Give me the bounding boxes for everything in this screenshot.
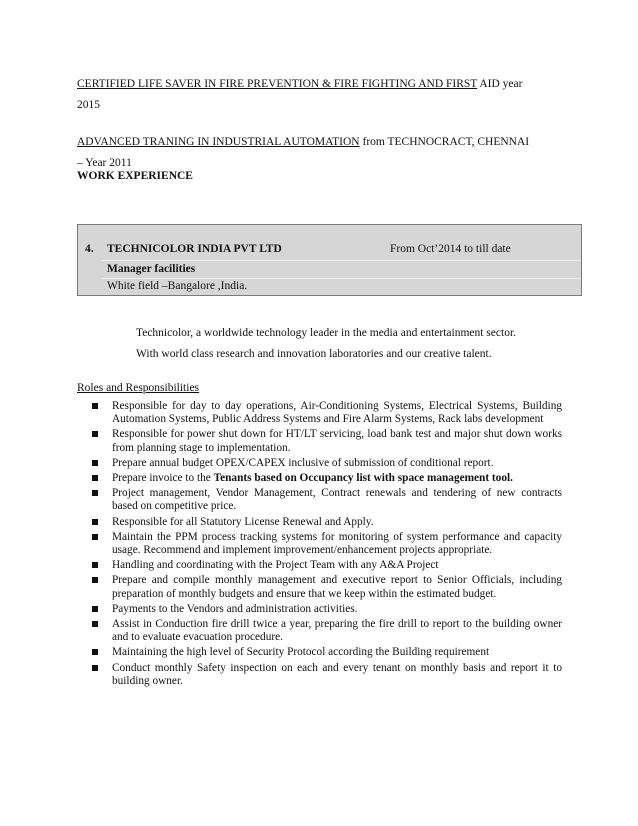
responsibility-item [92, 646, 562, 659]
responsibility-text: Maintain the PPM process tracking systems for monitoring of system performance and capacity usage. Recommend and implement improvement/enhancement projects appropriate. [112, 530, 562, 557]
responsibility-text: Responsible for power shut down for HT/LT servicing, load bank test and major shut down works from planning stage to implementation. [112, 428, 562, 454]
company-description-line: Technicolor, a worldwide technology leader in the media and entertainment sector. [136, 327, 517, 339]
responsibilities-list [92, 400, 562, 690]
responsibility-text: Payments to the Vendors and administration activities. [112, 602, 358, 615]
bullet-icon [92, 577, 98, 583]
bullet-icon [92, 534, 98, 540]
certification-2-rest: from TECHNOCRACT, CHENNAI [359, 136, 530, 148]
responsibility-item [92, 472, 562, 485]
roles-heading: Roles and Responsibilities [77, 382, 200, 394]
work-experience-heading: WORK EXPERIENCE [77, 170, 193, 182]
responsibility-text: Prepare and compile monthly management and executive report to Senior Officials, including preparation of monthly budgets and ensure that we keep within the estimated budget. [112, 574, 562, 600]
bullet-icon [92, 665, 98, 671]
responsibility-item [92, 400, 562, 426]
bullet-icon [92, 460, 98, 466]
bullet-icon [92, 519, 98, 525]
job-number: 4. [85, 243, 94, 255]
responsibility-text: Project management, Vendor Management, Contract renewals and tendering of new contracts based on competitive price. [112, 487, 562, 513]
responsibility-text: Conduct monthly Safety inspection on each and every tenant on monthly basis and report it to building owner. [112, 661, 562, 687]
bullet-icon [92, 621, 98, 627]
table-divider [102, 278, 581, 279]
responsibility-text: Responsible for all Statutory License Renewal and Apply. [112, 515, 374, 528]
certification-2 [77, 136, 529, 148]
responsibility-text: Prepare annual budget OPEX/CAPEX inclusive of submission of conditional report. [112, 456, 494, 469]
responsibility-item [92, 559, 562, 572]
certification-1-rest: AID year [477, 78, 523, 90]
responsibility-item [92, 487, 562, 513]
responsibility-item [92, 531, 562, 557]
responsibility-item [92, 428, 562, 454]
responsibility-text: Responsible for day to day operations, Air-Conditioning Systems, Electrical Systems, Building Automation Systems, Public Address Systems and Fire Alarm Systems, Rack labs development [112, 400, 562, 426]
certification-1 [77, 78, 522, 90]
responsibility-item [92, 574, 562, 600]
bullet-icon [92, 431, 98, 437]
bullet-icon [92, 403, 98, 409]
certification-2-year: – Year 2011 [77, 157, 132, 169]
bullet-icon [92, 475, 98, 481]
bullet-icon [92, 490, 98, 496]
responsibility-item [92, 457, 562, 470]
bullet-icon [92, 606, 98, 612]
responsibility-text: Maintaining the high level of Security Protocol according the Building requirement [112, 646, 490, 659]
responsibility-text: Handling and coordinating with the Project Team with any A&A Project [112, 559, 439, 572]
table-divider [102, 260, 581, 261]
company-description-line: With world class research and innovation laboratories and our creative talent. [136, 348, 492, 360]
responsibility-item [92, 516, 562, 529]
responsibility-text: Prepare invoice to the [112, 472, 214, 485]
job-position: Manager facilities [107, 263, 196, 275]
responsibility-item [92, 662, 562, 688]
certification-1-title: CERTIFIED LIFE SAVER IN FIRE PREVENTION & FIRE FIGHTING AND FIRST [77, 78, 478, 90]
bullet-icon [92, 649, 98, 655]
bullet-icon [92, 562, 98, 568]
responsibility-text: Assist in Conduction fire drill twice a year, preparing the fire drill to report to the building owner and to evaluate evacuation procedure. [112, 618, 562, 644]
job-company: TECHNICOLOR INDIA PVT LTD [107, 243, 282, 255]
responsibility-item [92, 618, 562, 644]
job-table [77, 224, 582, 296]
responsibility-item [92, 603, 562, 616]
certification-1-year: 2015 [77, 99, 100, 111]
job-period: From Oct’2014 to till date [390, 243, 511, 255]
job-location: White field –Bangalore ,India. [107, 280, 248, 292]
certification-2-title: ADVANCED TRANING IN INDUSTRIAL AUTOMATION [77, 136, 360, 148]
responsibility-bold-text: Tenants based on Occupancy list with space management tool. [213, 472, 513, 485]
